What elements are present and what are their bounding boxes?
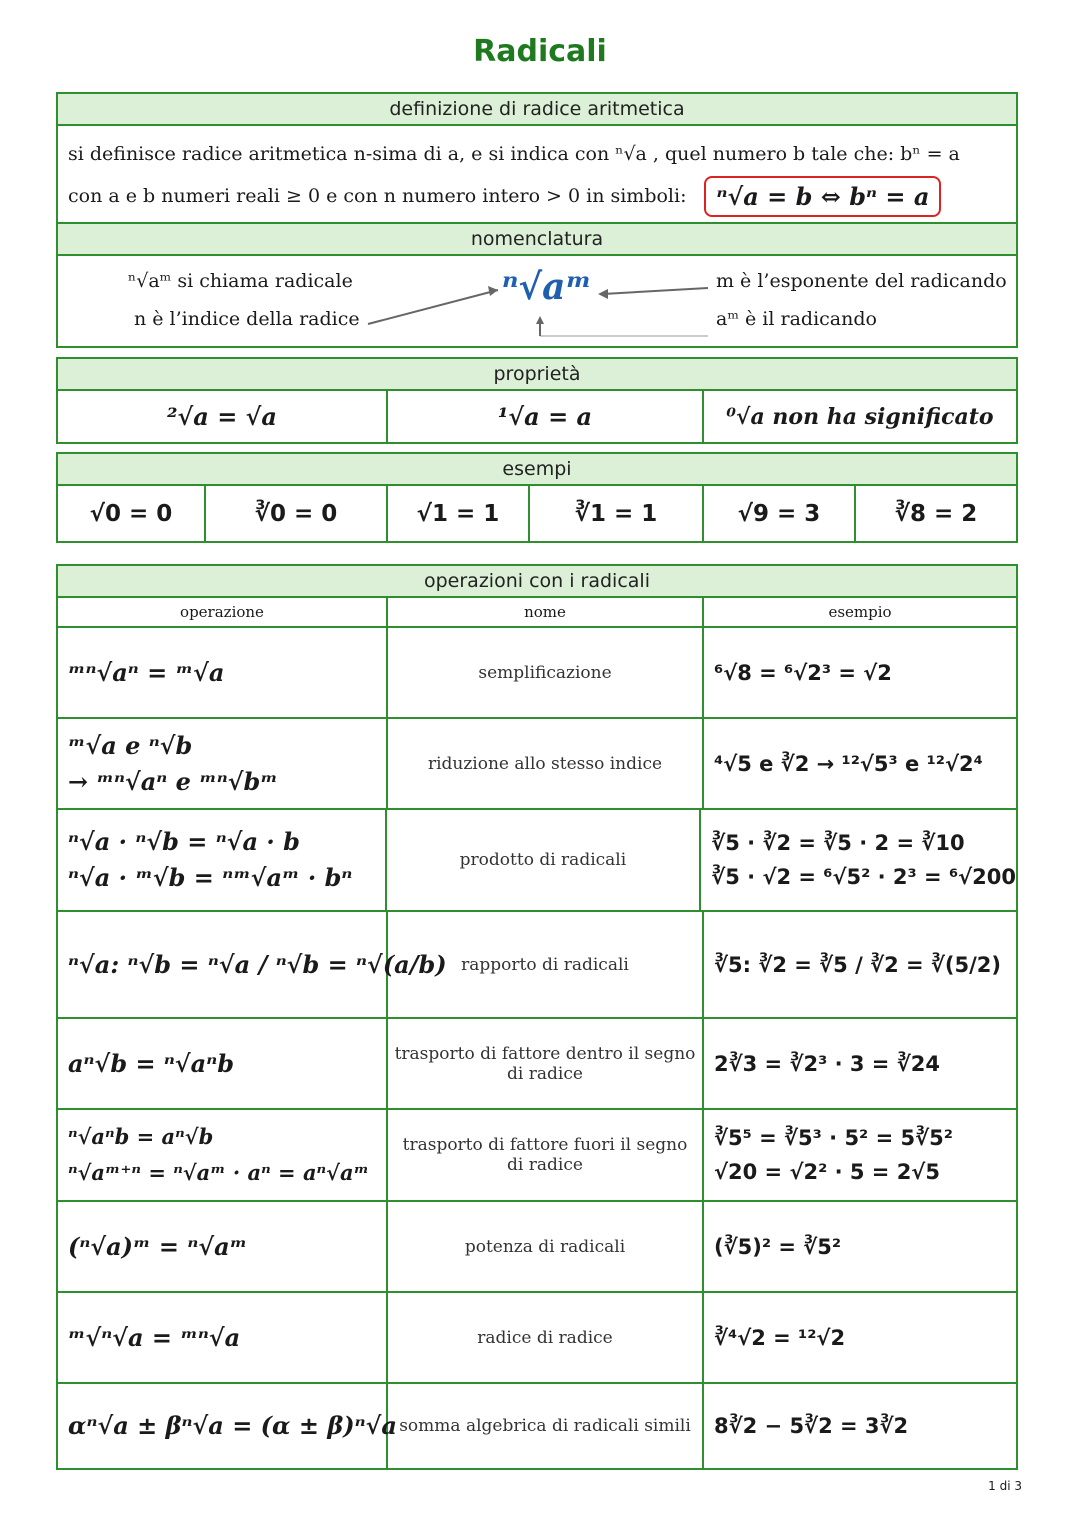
operation-formula: ᵐ√a e ⁿ√b [68, 730, 193, 760]
operation-name: trasporto di fattore fuori il segno di radice [388, 1110, 704, 1200]
examples-box [56, 452, 1018, 543]
definition-line-1: si definisce radice aritmetica n-sima di a, e si indica con ⁿ√a , quel numero b tale che: bⁿ = a [68, 143, 960, 165]
definition-symbol: ⁿ√a = b ⇔ bⁿ = a [704, 176, 941, 217]
exponent-label: m è l’esponente del radicando [716, 270, 1007, 292]
example-1: √0 = 0 [58, 486, 206, 541]
operation-example: ∛5: ∛2 = ∛5 / ∛2 = ∛(5/2) [714, 952, 1002, 977]
radicand-label: aᵐ è il radicando [716, 308, 877, 330]
operation-example: ∛5 · ∛2 = ∛5 · 2 = ∛10 [711, 831, 965, 855]
example-3: √1 = 1 [388, 486, 530, 541]
col-header-operazione: operazione [58, 598, 388, 626]
table-row [58, 910, 1016, 1017]
operation-formula: ᵐ√ⁿ√a = ᵐⁿ√a [68, 1322, 241, 1352]
operation-example: ⁶√8 = ⁶√2³ = √2 [714, 660, 892, 685]
operation-formula: ᵐⁿ√aⁿ = ᵐ√a [68, 657, 225, 687]
operation-name: potenza di radicali [388, 1202, 704, 1291]
operation-formula: ⁿ√a: ⁿ√b = ⁿ√a / ⁿ√b = ⁿ√(a/b) [68, 949, 447, 979]
page-number: 1 di 3 [988, 1479, 1022, 1493]
table-row [58, 1108, 1016, 1200]
operation-name: semplificazione [388, 628, 704, 717]
operation-name: radice di radice [388, 1293, 704, 1382]
example-4: ∛1 = 1 [530, 486, 704, 541]
operation-formula: αⁿ√a ± βⁿ√a = (α ± β)ⁿ√a [68, 1411, 397, 1440]
operation-formula: → ᵐⁿ√aⁿ e ᵐⁿ√bᵐ [68, 766, 278, 796]
operation-example: ⁴√5 e ∛2 → ¹²√5³ e ¹²√2⁴ [714, 751, 983, 776]
table-row [58, 626, 1016, 717]
operation-formula: ⁿ√aⁿb = aⁿ√b [68, 1124, 214, 1149]
operations-header: operazioni con i radicali [58, 566, 1016, 598]
property-3: ⁰√a non ha significato [726, 403, 994, 430]
operation-formula: ⁿ√aᵐ⁺ⁿ = ⁿ√aᵐ · aⁿ = aⁿ√aᵐ [68, 1160, 369, 1185]
property-2: ¹√a = a [388, 391, 704, 442]
properties-box [56, 357, 1018, 444]
col-header-esempio: esempio [828, 603, 892, 621]
property-1: ²√a = √a [58, 391, 388, 442]
definition-header: definizione di radice aritmetica [58, 94, 1016, 126]
definition-body [58, 126, 1016, 224]
operation-formula: (ⁿ√a)ᵐ = ⁿ√aᵐ [68, 1231, 248, 1261]
operation-name: somma algebrica di radicali simili [388, 1384, 704, 1468]
table-row [58, 1382, 1016, 1468]
operation-name: riduzione allo stesso indice [388, 719, 704, 808]
operations-box [56, 564, 1018, 1470]
table-row [58, 1017, 1016, 1108]
table-row [58, 1200, 1016, 1291]
operation-example: ∛⁴√2 = ¹²√2 [714, 1325, 846, 1350]
operation-example: 2∛3 = ∛2³ · 3 = ∛24 [714, 1051, 940, 1076]
operation-example: (∛5)² = ∛5² [714, 1234, 842, 1259]
operations-column-headers [58, 598, 1016, 626]
examples-header: esempi [58, 454, 1016, 486]
operation-name: prodotto di radicali [387, 810, 702, 910]
example-5: √9 = 3 [704, 486, 856, 541]
operation-formula: aⁿ√b = ⁿ√aⁿb [68, 1048, 235, 1078]
page-title: Radicali [473, 34, 607, 69]
operation-example: ∛5 · √2 = ⁶√5² · 2³ = ⁶√200 [711, 865, 1016, 889]
example-2: ∛0 = 0 [206, 486, 388, 541]
nomenclature-header: nomenclatura [58, 224, 1016, 256]
radical-label: ⁿ√aᵐ si chiama radicale [128, 270, 353, 292]
index-label: n è l’indice della radice [134, 308, 360, 330]
nomenclature-body [58, 256, 1016, 346]
operation-formula: ⁿ√a · ⁿ√b = ⁿ√a · b [68, 827, 300, 856]
table-row [58, 808, 1016, 910]
col-header-nome: nome [388, 598, 704, 626]
operation-example: 8∛2 − 5∛2 = 3∛2 [714, 1414, 909, 1438]
definition-line-2: con a e b numeri reali ≥ 0 e con n numero intero > 0 in simboli: [68, 185, 687, 207]
properties-header: proprietà [58, 359, 1016, 391]
operation-example: √20 = √2² · 5 = 2√5 [714, 1160, 940, 1184]
table-row [58, 1291, 1016, 1382]
operation-example: ∛5⁵ = ∛5³ · 5² = 5∛5² [714, 1126, 953, 1150]
example-6: ∛8 = 2 [894, 500, 978, 527]
operation-formula: ⁿ√a · ᵐ√b = ⁿᵐ√aᵐ · bⁿ [68, 863, 353, 892]
operation-name: trasporto di fattore dentro il segno di radice [388, 1019, 704, 1108]
operation-name: rapporto di radicali [388, 912, 704, 1017]
nomenclature-center-formula: ⁿ√aᵐ [502, 266, 592, 308]
definition-box [56, 92, 1018, 348]
table-row [58, 717, 1016, 808]
